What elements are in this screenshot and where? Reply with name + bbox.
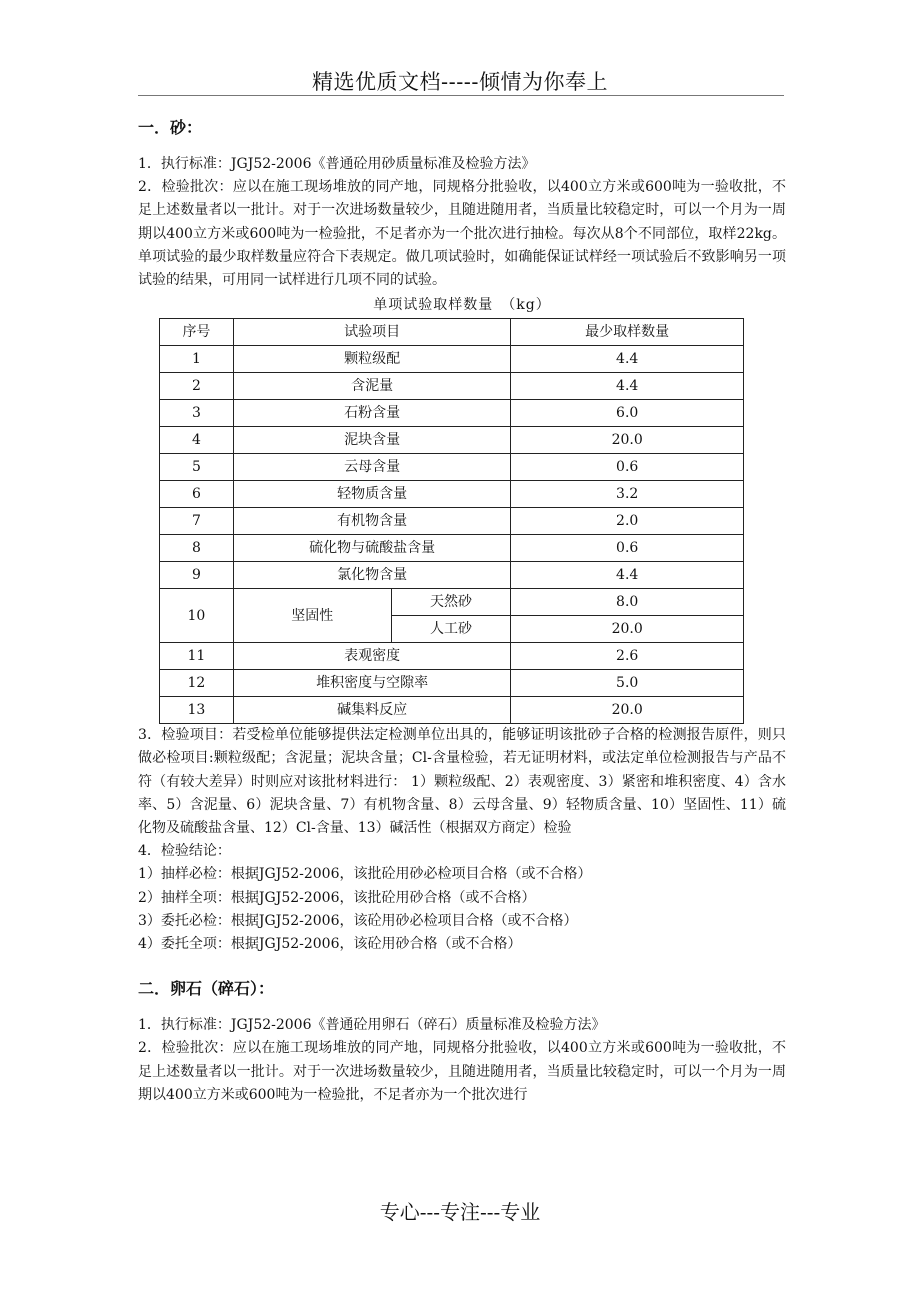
cell-no: 9 <box>160 562 234 589</box>
cell-qty: 20.0 <box>511 697 744 724</box>
paragraph-test-items: 3．检验项目：若受检单位能够提供法定检测单位出具的，能够证明该批砂子合格的检测报告原件，则只做必检项目:颗粒级配；含泥量；泥块含量；Cl-含量检验，若无证明材料，或法定单位检测报告与产品不符（有较大差异）时则应对该批材料进行： 1）颗粒级配、2）表观密度、3）紧密和堆积密度、4）含水率、5）含泥量、6）泥块含量、7）有机物含量、8）云母含量、9）轻物质含量、10）坚固性、11）硫化物及硫酸盐含量、12）Cl-含量、13）碱活性（根据双方商定）检验 <box>138 727 786 837</box>
spacer <box>138 956 786 974</box>
cell-subitem: 人工砂 <box>391 616 511 643</box>
cell-qty: 8.0 <box>511 589 744 616</box>
conclusion-item: 2）抽样全项：根据JGJ52-2006，该批砼用砂合格（或不合格） <box>138 889 536 906</box>
paragraph-batch: 2．检验批次：应以在施工现场堆放的同产地，同规格分批验收，以400立方米或600吨为一验收批，不足上述数量者以一批计。对于一次进场数量较少，且随进随用者，当质量比较稳定时，可以一个月为一周期以400立方米或600吨为一检验批，不足者亦为一个批次进行抽检。每次从8个不同部位，取样22kg。单项试验的最少取样数量应符合下表规定。做几项试验时，如确能保证试样经一项试验后不致影响另一项试验的结果，可用同一试样进行几项不同的试验。 <box>138 179 786 289</box>
table-row <box>160 454 744 481</box>
cell-no: 8 <box>160 535 234 562</box>
cell-item: 氯化物含量 <box>233 562 510 589</box>
header-cell-item: 试验项目 <box>233 319 510 346</box>
table-row <box>160 427 744 454</box>
cell-item: 硫化物与硫酸盐含量 <box>233 535 510 562</box>
cell-item: 有机物含量 <box>233 508 510 535</box>
cell-item: 颗粒级配 <box>233 346 510 373</box>
table-row <box>160 643 744 670</box>
spacer <box>138 143 786 153</box>
section-heading-sand: 一．砂： <box>138 118 203 137</box>
page-header-title: 精选优质文档-----倾情为你奉上 <box>312 70 608 94</box>
cell-qty: 3.2 <box>511 481 744 508</box>
cell-qty: 2.0 <box>511 508 744 535</box>
cell-item: 含泥量 <box>233 373 510 400</box>
conclusion-item: 4）委托全项：根据JGJ52-2006，该砼用砂合格（或不合格） <box>138 936 522 953</box>
section-heading-gravel: 二．卵石（碎石）： <box>138 979 275 999</box>
header-cell-no: 序号 <box>160 319 234 346</box>
page-footer-slogan: 专心---专注---专业 <box>379 1200 541 1224</box>
paragraph-standard: 1．执行标准：JGJ52-2006《普通砼用卵石（碎石）质量标准及检验方法》 <box>138 1017 606 1034</box>
table-header-row <box>160 319 744 346</box>
cell-qty: 5.0 <box>511 670 744 697</box>
table-row <box>160 400 744 427</box>
document-body <box>138 113 786 1107</box>
cell-no: 3 <box>160 400 234 427</box>
cell-item: 石粉含量 <box>233 400 510 427</box>
table-row <box>160 373 744 400</box>
cell-no: 7 <box>160 508 234 535</box>
cell-qty: 20.0 <box>511 616 744 643</box>
cell-item: 泥块含量 <box>233 427 510 454</box>
header-cell-qty: 最少取样数量 <box>511 319 744 346</box>
cell-item: 坚固性 <box>233 589 391 643</box>
cell-no: 12 <box>160 670 234 697</box>
cell-no: 10 <box>160 589 234 643</box>
table-row <box>160 346 744 373</box>
cell-qty: 4.4 <box>511 562 744 589</box>
cell-qty: 0.6 <box>511 535 744 562</box>
cell-qty: 0.6 <box>511 454 744 481</box>
paragraph-batch: 2．检验批次：应以在施工现场堆放的同产地，同规格分批验收，以400立方米或600吨为一验收批，不足上述数量者以一批计。对于一次进场数量较少，且随进随用者，当质量比较稳定时，可以一个月为一周期以400立方米或600吨为一检验批，不足者亦为一个批次进行 <box>138 1040 786 1103</box>
cell-no: 1 <box>160 346 234 373</box>
table-row <box>160 562 744 589</box>
table-row-soundness-natural <box>160 589 744 616</box>
table-row <box>160 670 744 697</box>
paragraph-conclusion-title: 4．检验结论： <box>138 843 231 860</box>
cell-no: 6 <box>160 481 234 508</box>
header-divider <box>138 95 784 96</box>
cell-item: 轻物质含量 <box>233 481 510 508</box>
conclusion-item: 1）抽样必检：根据JGJ52-2006，该批砼用砂必检项目合格（或不合格） <box>138 866 592 883</box>
table-row <box>160 508 744 535</box>
cell-qty: 20.0 <box>511 427 744 454</box>
table-row <box>160 535 744 562</box>
paragraph-standard: 1．执行标准：JGJ52-2006《普通砼用砂质量标准及检验方法》 <box>138 156 536 172</box>
cell-qty: 6.0 <box>511 400 744 427</box>
spacer <box>138 1004 786 1014</box>
cell-no: 11 <box>160 643 234 670</box>
cell-qty: 4.4 <box>511 373 744 400</box>
cell-item: 碱集料反应 <box>233 697 510 724</box>
cell-subitem: 天然砂 <box>391 589 511 616</box>
table-row <box>160 697 744 724</box>
cell-item: 堆积密度与空隙率 <box>233 670 510 697</box>
sampling-quantity-table <box>159 318 744 724</box>
cell-item: 云母含量 <box>233 454 510 481</box>
table-caption: 单项试验取样数量 （kg） <box>373 297 551 314</box>
conclusion-item: 3）委托必检：根据JGJ52-2006，该砼用砂必检项目合格（或不合格） <box>138 912 578 929</box>
cell-no: 4 <box>160 427 234 454</box>
cell-no: 5 <box>160 454 234 481</box>
cell-qty: 4.4 <box>511 346 744 373</box>
cell-no: 13 <box>160 697 234 724</box>
table-row <box>160 481 744 508</box>
cell-qty: 2.6 <box>511 643 744 670</box>
cell-item: 表观密度 <box>233 643 510 670</box>
cell-no: 2 <box>160 373 234 400</box>
